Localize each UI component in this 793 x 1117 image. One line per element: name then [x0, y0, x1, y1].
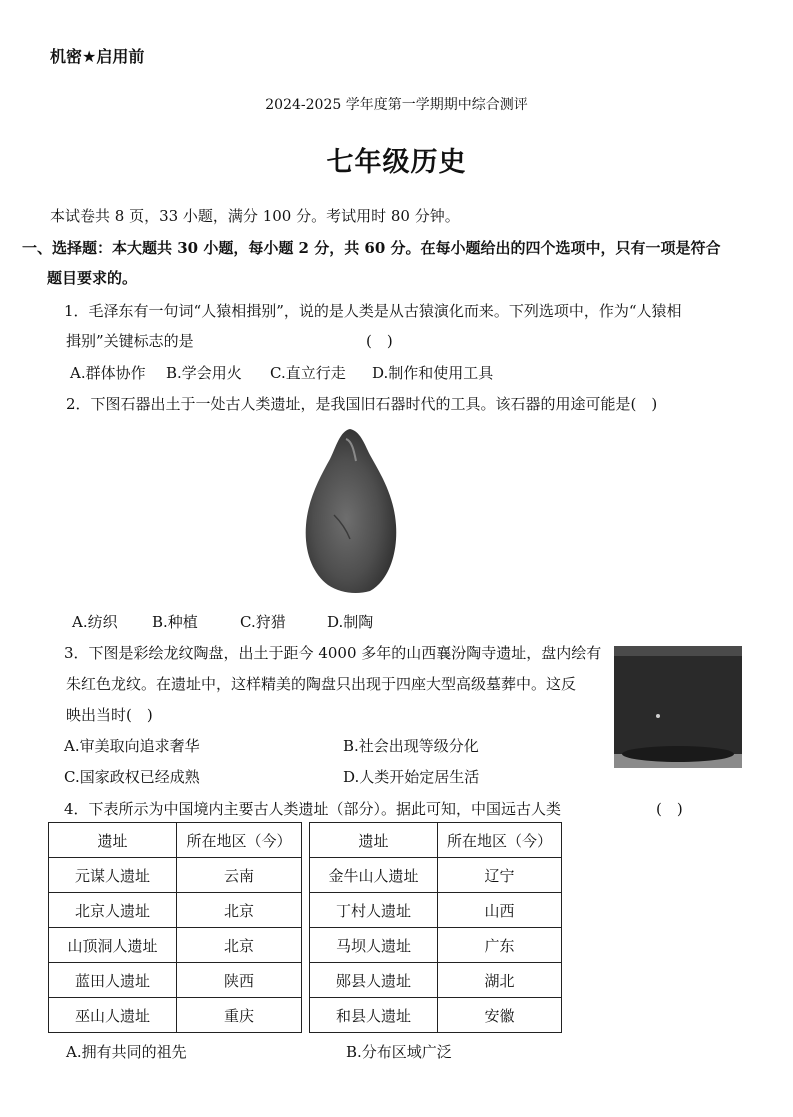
table-row: [310, 998, 562, 1033]
confidential-label: 机密★启用前: [50, 47, 145, 66]
q2-option-b: B.种植: [152, 613, 198, 631]
exam-subtitle: 2024-2025 学年度第一学期期中综合测评: [265, 97, 528, 113]
dragon-plate-image: [614, 646, 742, 768]
table-row: [49, 928, 302, 963]
table-cell-site: 郧县人遗址: [310, 963, 438, 998]
q2-option-d: D.制陶: [327, 613, 374, 631]
table-cell-region: 北京: [177, 928, 302, 963]
table-cell-region: 辽宁: [438, 858, 562, 893]
table-row: [310, 963, 562, 998]
q1-answer-paren: ( ): [366, 332, 393, 350]
q3-option-b: B.社会出现等级分化: [343, 737, 479, 755]
q4-option-b: B.分布区域广泛: [346, 1043, 452, 1061]
q1-option-b: B.学会用火: [166, 364, 242, 382]
table-cell-region: 广东: [438, 928, 562, 963]
table-row: [49, 963, 302, 998]
table-cell-region: 陕西: [177, 963, 302, 998]
q1-option-d: D.制作和使用工具: [372, 364, 494, 382]
table-row: [310, 858, 562, 893]
q1-option-c: C.直立行走: [270, 364, 346, 382]
exam-intro: 本试卷共 8 页，33 小题，满分 100 分。考试用时 80 分钟。: [50, 207, 460, 225]
q2-option-a: A.纺织: [72, 613, 118, 631]
q3-text-line1: 3．下图是彩绘龙纹陶盘，出土于距今 4000 多年的山西襄汾陶寺遗址，盘内绘有: [64, 644, 602, 662]
q2-text: 2．下图石器出土于一处古人类遗址，是我国旧石器时代的工具。该石器的用途可能是( ): [66, 395, 658, 413]
table-cell-region: 重庆: [177, 998, 302, 1033]
table-cell-site: 和县人遗址: [310, 998, 438, 1033]
table-row: [49, 998, 302, 1033]
q3-option-d: D.人类开始定居生活: [343, 768, 480, 786]
table-cell-region: 安徽: [438, 998, 562, 1033]
q3-text-line2: 朱红色龙纹。在遗址中，这样精美的陶盘只出现于四座大型高级墓葬中。这反: [66, 675, 577, 693]
q1-text-line2: 揖别”关键标志的是: [66, 332, 194, 350]
table-cell-region: 湖北: [438, 963, 562, 998]
q1-option-a: A.群体协作: [70, 364, 146, 382]
table-cell-site: 丁村人遗址: [310, 893, 438, 928]
table-header-site: 遗址: [310, 823, 438, 858]
table-cell-site: 金牛山人遗址: [310, 858, 438, 893]
q3-option-c: C.国家政权已经成熟: [64, 768, 200, 786]
q1-text-line1: 1．毛泽东有一句词“人猿相揖别”，说的是人类是从古猿演化而来。下列选项中，作为“人猿相: [64, 302, 682, 320]
table-header-row: [310, 823, 562, 858]
q3-option-a: A.审美取向追求奢华: [64, 737, 200, 755]
table-cell-site: 北京人遗址: [49, 893, 177, 928]
sites-table-right: [309, 822, 562, 1033]
table-cell-region: 北京: [177, 893, 302, 928]
table-row: [310, 893, 562, 928]
table-header-row: [49, 823, 302, 858]
table-cell-region: 云南: [177, 858, 302, 893]
table-cell-region: 山西: [438, 893, 562, 928]
table-cell-site: 蓝田人遗址: [49, 963, 177, 998]
table-cell-site: 巫山人遗址: [49, 998, 177, 1033]
table-cell-site: 马坝人遗址: [310, 928, 438, 963]
q4-option-a: A.拥有共同的祖先: [66, 1043, 187, 1061]
section-heading-line1: 一、选择题：本大题共 30 小题，每小题 2 分，共 60 分。在每小题给出的四个选项中，只有一项是符合: [22, 239, 721, 257]
table-header-region: 所在地区（今）: [177, 823, 302, 858]
q2-option-c: C.狩猎: [240, 613, 286, 631]
table-header-site: 遗址: [49, 823, 177, 858]
q4-text: 4．下表所示为中国境内主要古人类遗址（部分）。据此可知，中国远古人类: [64, 800, 562, 818]
q3-text-line3: 映出当时( ): [66, 706, 153, 724]
page-title: 七年级历史: [326, 147, 467, 178]
q4-answer-paren: ( ): [656, 800, 683, 818]
table-row: [310, 928, 562, 963]
table-header-region: 所在地区（今）: [438, 823, 562, 858]
table-row: [49, 858, 302, 893]
table-cell-site: 元谋人遗址: [49, 858, 177, 893]
table-row: [49, 893, 302, 928]
table-cell-site: 山顶洞人遗址: [49, 928, 177, 963]
sites-table-left: [48, 822, 302, 1033]
section-heading-line2: 题目要求的。: [47, 269, 138, 287]
stone-tool-image: [300, 425, 400, 595]
